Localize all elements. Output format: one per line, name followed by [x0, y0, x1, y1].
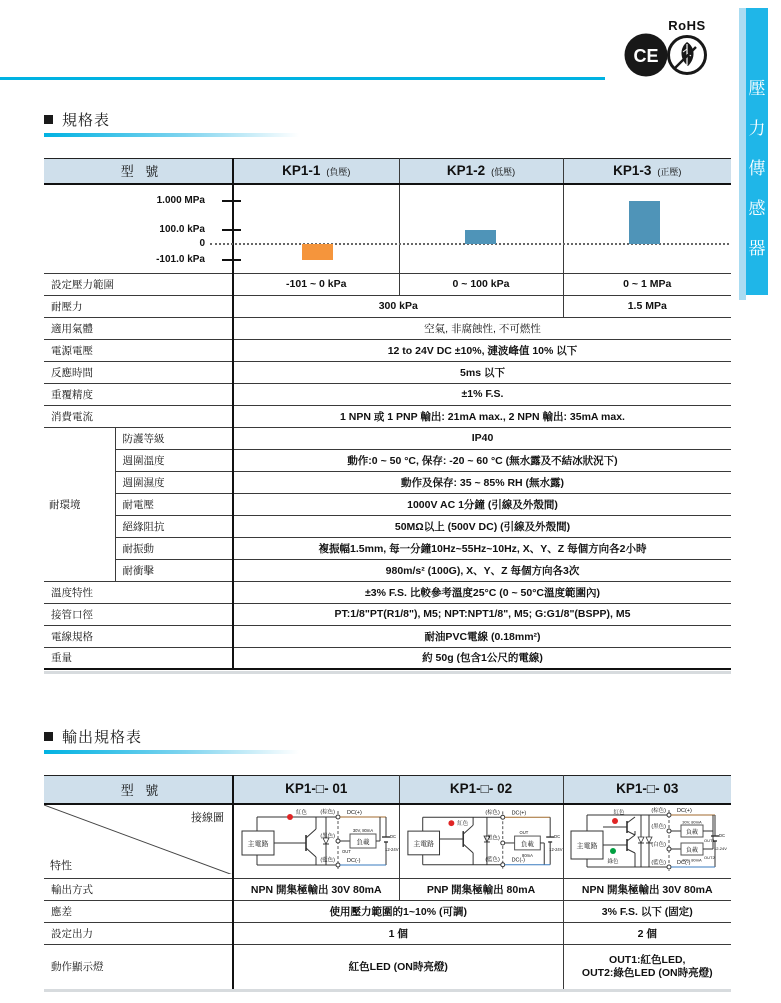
table-row: [44, 922, 731, 944]
table-row: [44, 559, 731, 581]
svg-text:(白色): (白色): [650, 841, 666, 848]
row-sublabel: 耐振動: [115, 537, 233, 559]
svg-text:OUT1: OUT1: [703, 837, 715, 843]
table-row: [44, 537, 731, 559]
scale-label: 100.0 kPa: [159, 223, 205, 235]
svg-text:DC(+): DC(+): [347, 809, 362, 816]
scale-label: 1.000 MPa: [156, 194, 205, 206]
row-value: PNP 開集極輸出 80mA: [399, 878, 563, 900]
table-row: [44, 295, 731, 317]
table-row: [44, 878, 731, 900]
row-label: 消費電流: [44, 405, 233, 427]
svg-text:主電路: 主電路: [412, 840, 434, 848]
table-row: [44, 515, 731, 537]
svg-text:(藍色): (藍色): [650, 859, 666, 866]
output-table-header-row: [44, 776, 731, 804]
svg-text:80mA: 80mA: [521, 852, 533, 858]
svg-text:紅色: 紅色: [456, 820, 468, 827]
model-name: KP1-2: [446, 162, 486, 178]
svg-text:綠色: 綠色: [606, 858, 619, 865]
svg-text:12-24V: 12-24V: [713, 845, 727, 851]
side-tab-char: 壓: [748, 79, 766, 98]
range-bar-kp1-1: [302, 244, 333, 260]
section-title-text: 輸出規格表: [62, 729, 143, 746]
rohs-label: RoHS: [668, 18, 706, 33]
svg-text:DC(-): DC(-): [511, 857, 525, 864]
row-value: ±3% F.S. 比較參考溫度25°C (0 ~ 50°C溫度範圍內): [365, 586, 600, 599]
row-label: 溫度特性: [44, 581, 233, 603]
model-header-kp1-3: [563, 159, 731, 184]
model-header-03: KP1-□- 03: [563, 776, 731, 804]
diagonal-split-cell: [44, 804, 233, 879]
model-header-kp1-1: [233, 159, 399, 184]
row-sublabel: 防護等級: [115, 427, 233, 449]
row-label: 設定出力: [44, 922, 233, 944]
table-row: [44, 339, 731, 361]
row-label: 設定壓力範圍: [44, 273, 233, 295]
row-sublabel: 耐電壓: [115, 493, 233, 515]
spec-table: [44, 158, 731, 670]
row-value: 空氣, 非腐蝕性, 不可燃性: [424, 322, 541, 335]
env-group-label: 耐環境: [44, 427, 115, 581]
side-tab-char: 傳: [748, 159, 766, 178]
side-tab-char: 感: [748, 199, 766, 218]
row-value: 50MΩ以上 (500V DC) (引線及外殼間): [394, 520, 571, 533]
svg-text:負載: 負載: [520, 840, 534, 848]
table-shadow-rule: [44, 671, 731, 674]
wiring-diagram-pnp: [399, 804, 563, 879]
svg-text:CE: CE: [633, 46, 659, 66]
square-bullet-icon: [44, 732, 53, 741]
svg-text:12-24V: 12-24V: [548, 846, 562, 852]
table-row: [44, 427, 731, 449]
table-row: [44, 900, 731, 922]
top-accent-rule: [0, 77, 605, 80]
model-header-01: KP1-□- 01: [285, 781, 348, 797]
row-value: -101 ~ 0 kPa: [286, 278, 347, 290]
svg-text:OUT: OUT: [342, 848, 351, 854]
row-label: 接管口徑: [44, 603, 233, 625]
svg-text:30V, 80mA: 30V, 80mA: [681, 857, 702, 862]
model-header-02: KP1-□- 02: [399, 776, 563, 804]
row-value: 2 個: [563, 922, 731, 944]
wiring-diagram-npn1: [233, 804, 399, 879]
section-underline: [44, 750, 299, 754]
row-label: 電線規格: [44, 625, 233, 647]
row-value: IP40: [471, 432, 494, 444]
model-name: KP1-3: [613, 162, 652, 178]
svg-text:(棕色): (棕色): [650, 807, 666, 814]
row-value: 1000V AC 1分鐘 (引線及外殼間): [407, 498, 558, 511]
table-row: [44, 405, 731, 427]
section-underline: [44, 133, 299, 137]
model-subtitle: (正壓): [657, 166, 682, 177]
row-value: PT:1/8"PT(R1/8"), M5; NPT:NPT1/8", M5; G:G1/8"(BSPP), M5: [334, 608, 631, 620]
characteristic-label: 特性: [50, 859, 72, 872]
row-value: 0 ~ 1 MPa: [563, 273, 731, 295]
rohs-badge: [662, 18, 712, 76]
scale-label: -101.0 kPa: [156, 253, 205, 265]
svg-text:(藍色): (藍色): [320, 857, 335, 863]
svg-text:(黑色): (黑色): [320, 833, 335, 839]
svg-text:(黑色): (黑色): [484, 835, 500, 842]
section-title-spec: [44, 109, 110, 130]
scale-tick: [222, 229, 241, 231]
row-value: 耐油PVC電線 (0.18mm²): [424, 630, 541, 643]
row-value: 1 NPN 或 1 PNP 輸出: 21mA max., 2 NPN 輸出: 35mA max.: [340, 410, 625, 423]
model-subtitle: (低壓): [491, 166, 516, 177]
row-value: 動作:0 ~ 50 °C, 保存: -20 ~ 60 °C (無水露及不結冰狀況下): [347, 454, 618, 467]
row-value: 複振幅1.5mm, 每一分鐘10Hz~55Hz~10Hz, X、Y、Z 每個方向各2小時: [318, 542, 647, 555]
row-value: 使用壓力範圍的1~10% (可調): [329, 905, 467, 918]
row-sublabel: 週圍濕度: [115, 471, 233, 493]
column-divider: [399, 185, 400, 273]
side-tab-char: 力: [748, 119, 766, 138]
row-sublabel: 耐衝擊: [115, 559, 233, 581]
row-label: 耐壓力: [44, 295, 233, 317]
scale-tick: [222, 259, 241, 261]
scale-label: 0: [199, 237, 205, 249]
column-divider: [563, 185, 564, 273]
table-row: [44, 647, 731, 669]
svg-text:DC: DC: [718, 832, 725, 838]
section-title-text: 規格表: [62, 112, 111, 129]
svg-text:紅色: 紅色: [296, 809, 308, 816]
svg-text:負載: 負載: [685, 829, 698, 836]
svg-text:12-24V: 12-24V: [385, 846, 399, 852]
row-label: 電源電壓: [44, 339, 233, 361]
row-label: 動作顯示燈: [44, 944, 233, 990]
svg-text:DC: DC: [390, 833, 397, 839]
model-header-label: 型 號: [44, 159, 233, 184]
row-label: 重覆精度: [44, 383, 233, 405]
row-value: 980m/s² (100G), X、Y、Z 每個方向各3次: [385, 564, 580, 577]
table-row: [44, 493, 731, 515]
section-title-output: [44, 726, 142, 747]
svg-text:DC(+): DC(+): [676, 807, 692, 814]
model-header-label: 型 號: [44, 776, 233, 804]
side-tab-light-strip: [739, 8, 746, 300]
table-row: [44, 449, 731, 471]
row-value: OUT1:紅色LED, OUT2:綠色LED (ON時亮燈): [563, 944, 731, 990]
row-value: 0 ~ 100 kPa: [399, 273, 563, 295]
pressure-range-chart: [44, 184, 731, 274]
side-tab-char: 器: [748, 239, 766, 258]
row-label: 重量: [44, 647, 233, 669]
wiring-diagram-npn2: [563, 804, 731, 879]
row-value: 動作及保存: 35 ~ 85% RH (無水露): [400, 476, 565, 489]
row-value: NPN 開集極輸出 30V 80mA: [250, 883, 382, 896]
side-category-tab: [739, 8, 768, 300]
svg-text:(黑色): (黑色): [650, 823, 666, 830]
svg-text:負載: 負載: [356, 838, 370, 846]
row-sublabel: 絕緣阻抗: [115, 515, 233, 537]
svg-text:DC(+): DC(+): [511, 809, 526, 816]
table-row: [44, 361, 731, 383]
table-row: [44, 944, 731, 990]
row-value: ±1% F.S.: [461, 388, 504, 400]
table-row: [44, 603, 731, 625]
row-value: 5ms 以下: [460, 366, 505, 379]
svg-text:OUT2: OUT2: [703, 854, 715, 860]
model-subtitle: (負壓): [326, 166, 351, 177]
svg-text:(棕色): (棕色): [320, 809, 335, 815]
table-shadow-rule: [44, 989, 731, 992]
svg-text:主電路: 主電路: [576, 842, 597, 850]
row-value: 紅色LED (ON時亮燈): [348, 961, 448, 974]
svg-text:紅色: 紅色: [612, 809, 625, 816]
svg-text:30V, 80mA: 30V, 80mA: [681, 819, 702, 824]
row-value: 12 to 24V DC ±10%, 漣波峰值 10% 以下: [387, 344, 578, 357]
row-label: 適用氣體: [44, 317, 233, 339]
table-row: [44, 317, 731, 339]
row-label: 應差: [44, 900, 233, 922]
svg-text:主電路: 主電路: [247, 840, 269, 848]
row-value: 3% F.S. 以下 (固定): [563, 900, 731, 922]
row-label: 反應時間: [44, 361, 233, 383]
output-spec-table: [44, 775, 731, 991]
svg-text:(藍色): (藍色): [484, 856, 500, 863]
table-row: [44, 273, 731, 295]
range-bar-kp1-3: [629, 201, 660, 244]
svg-text:30V, 80mA: 30V, 80mA: [352, 827, 374, 833]
svg-text:DC(-): DC(-): [676, 859, 690, 866]
table-row: [44, 383, 731, 405]
spec-table-header-row: [44, 159, 731, 184]
row-value: 300 kPa: [378, 300, 418, 312]
square-bullet-icon: [44, 115, 53, 124]
row-value: 1.5 MPa: [563, 295, 731, 317]
svg-text:OUT: OUT: [519, 829, 528, 835]
model-name: KP1-1: [282, 162, 321, 178]
pressure-range-chart-row: [44, 184, 731, 274]
scale-tick: [222, 200, 241, 202]
row-value: 1 個: [388, 927, 408, 940]
row-label: 輸出方式: [44, 878, 233, 900]
table-row: [44, 471, 731, 493]
svg-text:DC(-): DC(-): [347, 857, 361, 864]
svg-text:DC: DC: [553, 833, 560, 839]
row-sublabel: 週圍溫度: [115, 449, 233, 471]
table-row: [44, 625, 731, 647]
wiring-diagram-label: 接線圖: [191, 811, 224, 824]
range-bar-kp1-2: [465, 230, 496, 244]
row-value: 約 50g (包含1公尺的電線): [422, 652, 543, 665]
row-value: NPN 開集極輸出 30V 80mA: [563, 878, 731, 900]
leaf-icon: [666, 34, 708, 76]
wiring-diagram-row: [44, 804, 731, 879]
svg-text:負載: 負載: [685, 847, 698, 854]
model-header-kp1-2: [399, 159, 563, 184]
svg-text:(棕色): (棕色): [484, 809, 500, 816]
table-row: [44, 581, 731, 603]
side-tab-body: [746, 8, 768, 295]
